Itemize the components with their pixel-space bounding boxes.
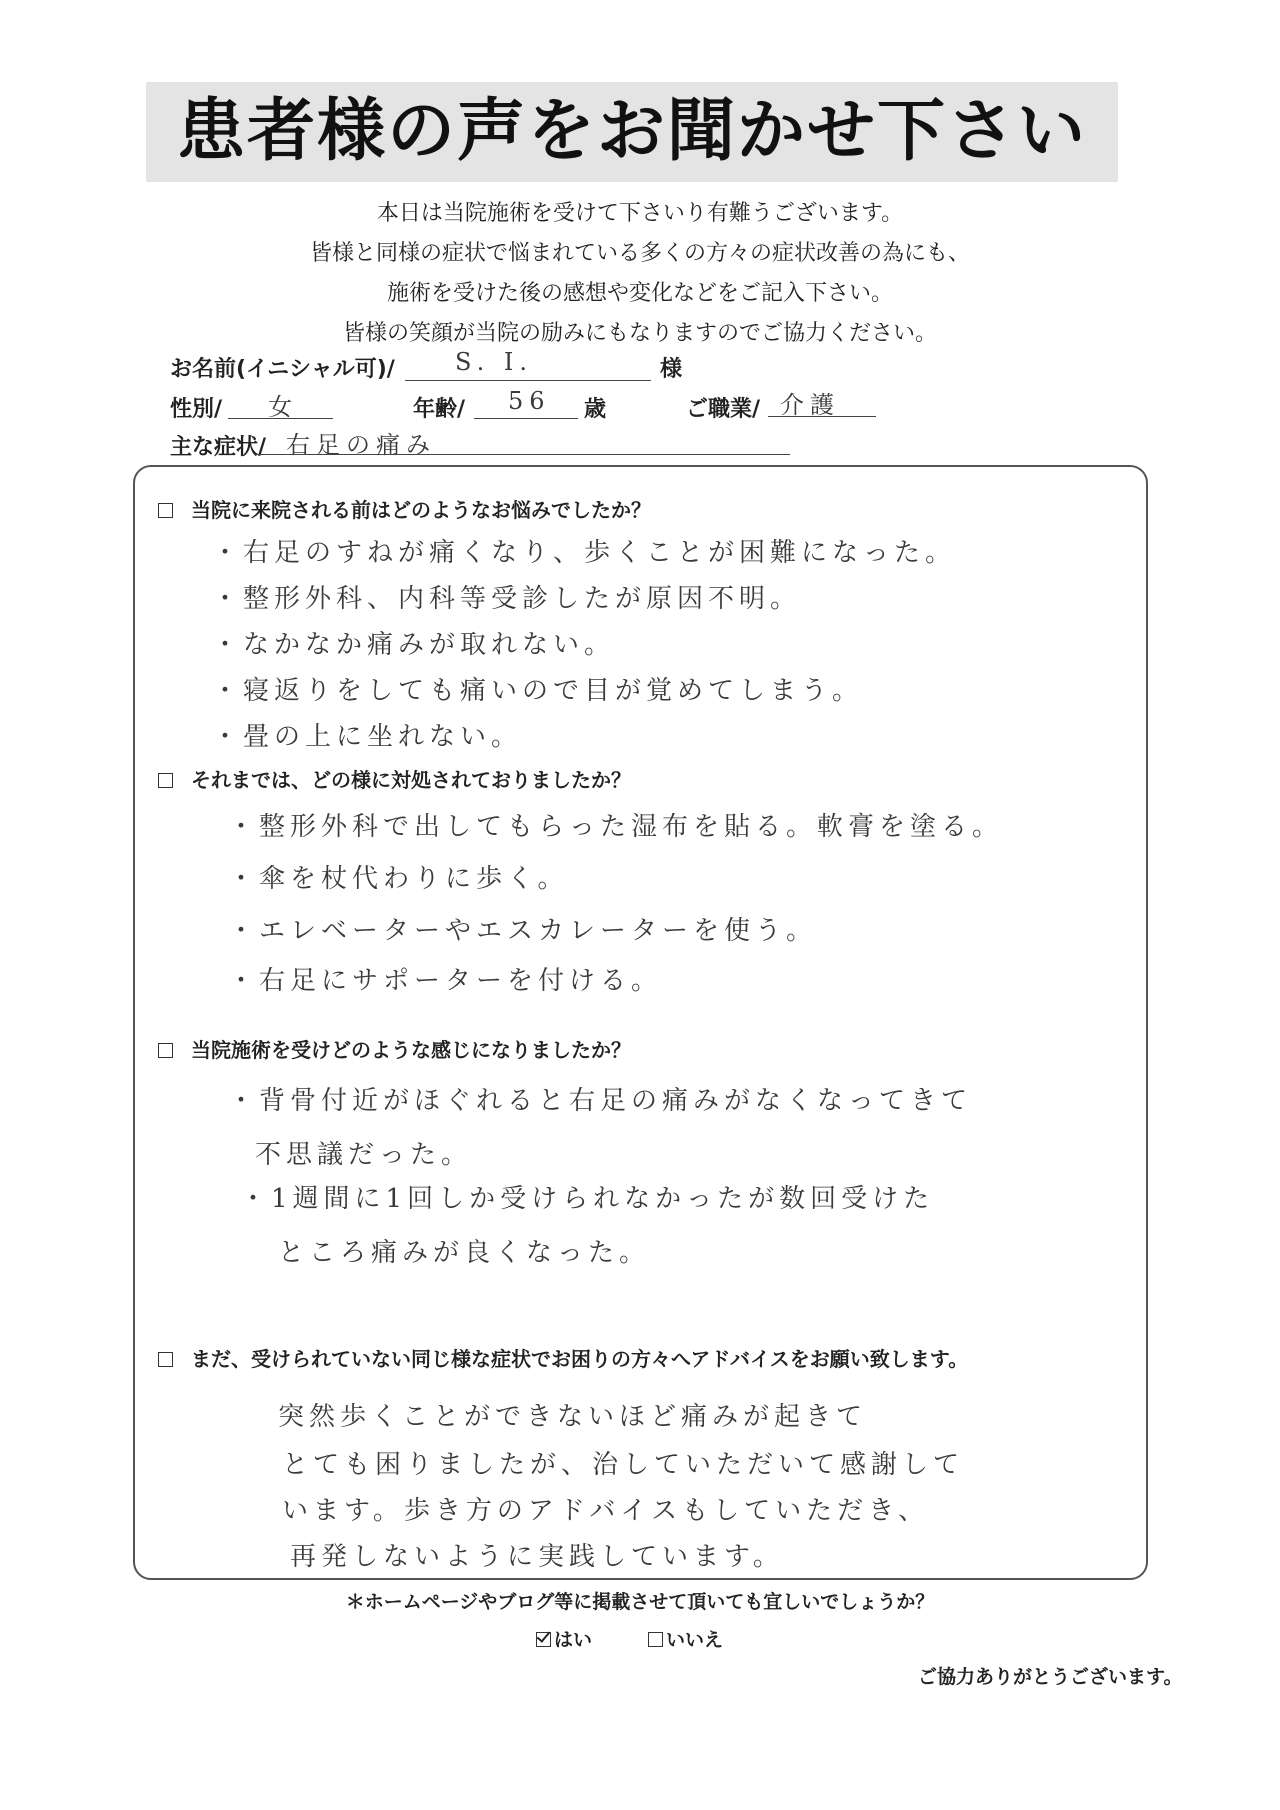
job-underline <box>768 416 876 417</box>
question-1-text: 当院に来院される前はどのようなお悩みでしたか？ <box>191 498 651 522</box>
answer-2-line-3: ・エレベーターやエスカレーターを使う。 <box>228 916 818 946</box>
answer-3-line-2: 不思議だった。 <box>255 1140 473 1170</box>
gender-underline <box>228 418 333 419</box>
intro-line-4: 皆様の笑顔が当院の励みにもなりますのでご協力ください。 <box>342 321 937 346</box>
name-field[interactable]: S. I. <box>455 348 533 376</box>
thanks-note: ご協力ありがとうございます。 <box>918 1666 1183 1688</box>
answer-1-line-4: ・寝返りをしても痛いので目が覚めてしまう。 <box>212 676 864 706</box>
question-3-text: 当院施術を受けどのような感じになりましたか？ <box>191 1038 631 1062</box>
answer-4-line-4: 再発しないように実践しています。 <box>290 1542 784 1572</box>
answer-4-line-3: います。歩き方のアドバイスもしていただき、 <box>282 1496 930 1526</box>
intro-line-1: 本日は当院施術を受けて下さいり有難うございます。 <box>376 201 904 226</box>
page-title: 患者様の声をお聞かせ下さい <box>176 92 1087 171</box>
question-4-text: まだ、受けられていない同じ様な症状でお困りの方々へアドバイスをお願い致します。 <box>191 1347 969 1371</box>
symptom-underline <box>255 454 790 455</box>
consent-no-label: いいえ <box>666 1629 724 1651</box>
name-label: お名前(イニシャル可)/ <box>170 357 395 382</box>
answer-4-line-1: 突然歩くことができないほど痛みが起きて <box>278 1402 868 1432</box>
gender-field[interactable]: 女 <box>268 393 298 421</box>
answer-3-line-1: ・背骨付近がほぐれると右足の痛みがなくなってきて <box>228 1086 973 1116</box>
answer-1-line-2: ・整形外科、内科等受診したが原因不明。 <box>212 584 802 614</box>
question-3 <box>158 1034 631 1063</box>
answer-3-line-3: ・1週間に1回しか受けられなかったが数回受けた <box>240 1184 935 1214</box>
age-suffix: 歳 <box>584 397 607 422</box>
gender-label: 性別/ <box>170 397 223 422</box>
question-2 <box>158 764 631 793</box>
question-1 <box>158 494 651 523</box>
question-4-checkbox[interactable] <box>158 1352 173 1367</box>
question-2-checkbox[interactable] <box>158 773 173 788</box>
answer-2-line-2: ・傘を杖代わりに歩く。 <box>228 864 569 894</box>
name-underline <box>405 380 651 381</box>
symptom-field[interactable]: 右足の痛み <box>286 431 436 459</box>
answer-2-line-4: ・右足にサポーターを付ける。 <box>228 966 663 996</box>
name-suffix: 様 <box>660 357 683 382</box>
job-label: ご職業/ <box>686 397 761 422</box>
age-field[interactable]: 56 <box>508 387 551 415</box>
symptom-label: 主な症状/ <box>170 435 267 460</box>
question-2-text: それまでは、どの様に対処されておりましたか？ <box>191 768 631 792</box>
consent-yes-option[interactable] <box>536 1625 592 1652</box>
consent-question: ＊ホームページやブログ等に掲載させて頂いても宜しいでしょうか？ <box>345 1591 935 1613</box>
age-label: 年齢/ <box>413 397 466 422</box>
question-3-checkbox[interactable] <box>158 1043 173 1058</box>
job-field[interactable]: 介護 <box>780 391 840 419</box>
consent-no-option[interactable] <box>648 1625 723 1652</box>
answer-1-line-5: ・畳の上に坐れない。 <box>212 722 523 752</box>
consent-yes-checkbox[interactable] <box>536 1632 551 1647</box>
answer-1-line-1: ・右足のすねが痛くなり、歩くことが困難になった。 <box>212 538 957 568</box>
intro-line-2: 皆様と同様の症状で悩まれている多くの方々の症状改善の為にも、 <box>309 241 970 266</box>
answer-1-line-3: ・なかなか痛みが取れない。 <box>212 630 616 660</box>
intro-line-3: 施術を受けた後の感想や変化などをご記入下さい。 <box>386 281 893 306</box>
age-underline <box>474 418 578 419</box>
consent-yes-label: はい <box>554 1629 593 1651</box>
question-4 <box>158 1343 968 1372</box>
question-1-checkbox[interactable] <box>158 503 173 518</box>
consent-no-checkbox[interactable] <box>648 1632 663 1647</box>
answer-3-line-4: ところ痛みが良くなった。 <box>278 1238 651 1268</box>
answer-2-line-1: ・整形外科で出してもらった湿布を貼る。軟膏を塗る。 <box>228 812 1004 842</box>
answer-4-line-2: とても困りましたが、治していただいて感謝して <box>282 1450 965 1480</box>
